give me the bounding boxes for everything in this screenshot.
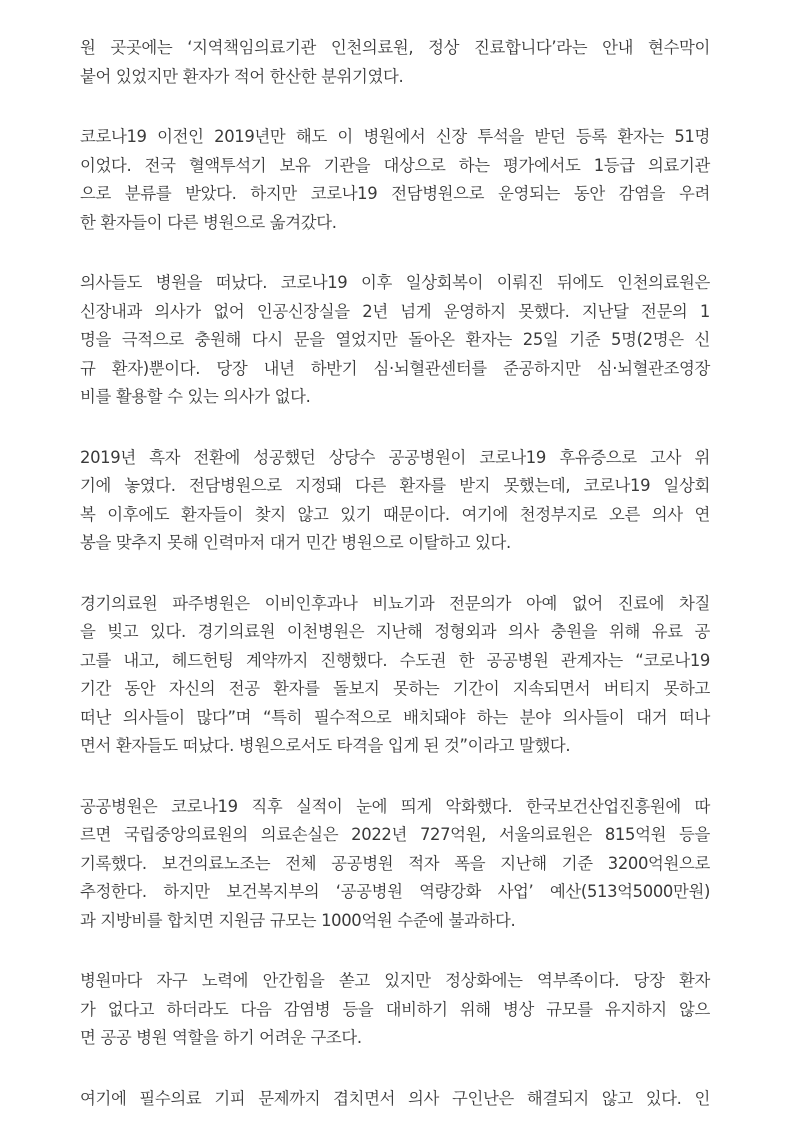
paragraph [80, 590, 710, 761]
paragraph [80, 444, 710, 558]
text-line: 한 환자들이 다른 병원으로 옮겨갔다. [80, 212, 337, 232]
text-line: 규 환자)뿐이다. 당장 내년 하반기 심·뇌혈관센터를 준공하지만 심·뇌혈관조영장 [80, 358, 710, 378]
text-line: 을 빚고 있다. 경기의료원 이천병원은 지난해 정형외과 의사 충원을 위해 유료 공 [80, 622, 710, 641]
paragraph [80, 793, 710, 936]
text-line: 떠난 의사들이 많다”며 “특히 필수적으로 배치돼야 하는 분야 의사들이 대거 떠나 [80, 707, 710, 727]
paragraph [80, 1085, 710, 1114]
text-line: 명을 극적으로 충원해 다시 문을 열었지만 돌아온 환자는 25일 기준 5명(2명은 신 [80, 330, 710, 349]
text-line: 가 없다고 하더라도 다음 감염병 등을 대비하기 위해 병상 규모를 유지하지 않으 [80, 999, 710, 1019]
text-line: 르면 국립중앙의료원의 의료손실은 2022년 727억원, 서울의료원은 815억원 등을 [80, 825, 710, 844]
text-line: 으로 분류를 받았다. 하지만 코로나19 전담병원으로 운영되는 동안 감염을 우려 [80, 184, 710, 203]
text-line: 여기에 필수의료 기피 문제까지 겹치면서 의사 구인난은 해결되지 않고 있다. 인 [80, 1088, 710, 1108]
text-line: 신장내과 의사가 없어 인공신장실을 2년 넘게 운영하지 못했다. 지난달 전문의 1 [80, 301, 710, 321]
text-line: 공공병원은 코로나19 직후 실적이 눈에 띄게 악화했다. 한국보건산업진흥원에 따 [80, 796, 710, 816]
text-line: 병원마다 자구 노력에 안간힘을 쏟고 있지만 정상화에는 역부족이다. 당장 환자 [80, 971, 710, 990]
text-line: 코로나19 이전인 2019년만 해도 이 병원에서 신장 투석을 받던 등록 환자는 51명 [80, 127, 710, 146]
paragraph [80, 123, 710, 237]
text-line: 기에 놓였다. 전담병원으로 지정돼 다른 환자를 받지 못했는데, 코로나19 일상회 [80, 476, 710, 495]
paragraph [80, 967, 710, 1053]
text-line: 의사들도 병원을 떠났다. 코로나19 이후 일상회복이 이뤄진 뒤에도 인천의료원은 [80, 273, 710, 292]
text-line: 고를 내고, 헤드헌팅 계약까지 진행했다. 수도권 한 공공병원 관계자는 “코로나19 [80, 650, 710, 670]
text-line: 붙어 있었지만 환자가 적어 한산한 분위기였다. [80, 66, 404, 86]
article-body [80, 34, 710, 1145]
paragraph [80, 269, 710, 412]
text-line: 경기의료원 파주병원은 이비인후과나 비뇨기과 전문의가 아예 없어 진료에 차질 [80, 593, 710, 613]
text-line: 이었다. 전국 혈액투석기 보유 기관을 대상으로 하는 평가에서도 1등급 의료기관 [80, 155, 710, 175]
text-line: 2019년 흑자 전환에 성공했던 상당수 공공병원이 코로나19 후유증으로 고사 위 [80, 447, 710, 467]
text-line: 과 지방비를 합치면 지원금 규모는 1000억원 수준에 불과하다. [80, 910, 516, 930]
text-line: 면 공공 병원 역할을 하기 어려운 구조다. [80, 1028, 362, 1047]
text-line: 면서 환자들도 떠났다. 병원으로서도 타격을 입게 된 것”이라고 말했다. [80, 736, 571, 755]
text-line: 비를 활용할 수 있는 의사가 없다. [80, 387, 311, 406]
text-line: 원 곳곳에는 ‘지역책임의료기관 인천의료원, 정상 진료합니다’라는 안내 현수막이 [80, 38, 710, 57]
text-line: 봉을 맞추지 못해 인력마저 대거 민간 병원으로 이탈하고 있다. [80, 533, 511, 552]
paragraph [80, 34, 710, 91]
text-line: 복 이후에도 환자들이 찾지 않고 있기 때문이다. 여기에 천정부지로 오른 의사 연 [80, 504, 710, 524]
text-line: 기간 동안 자신의 전공 환자를 돌보지 못하는 기간이 지속되면서 버티지 못하고 [80, 679, 710, 698]
text-line: 추정한다. 하지만 보건복지부의 ‘공공병원 역량강화 사업’ 예산(513억5000만원) [80, 882, 710, 901]
text-line: 기록했다. 보건의료노조는 전체 공공병원 적자 폭을 지난해 기준 3200억원으로 [80, 853, 710, 873]
